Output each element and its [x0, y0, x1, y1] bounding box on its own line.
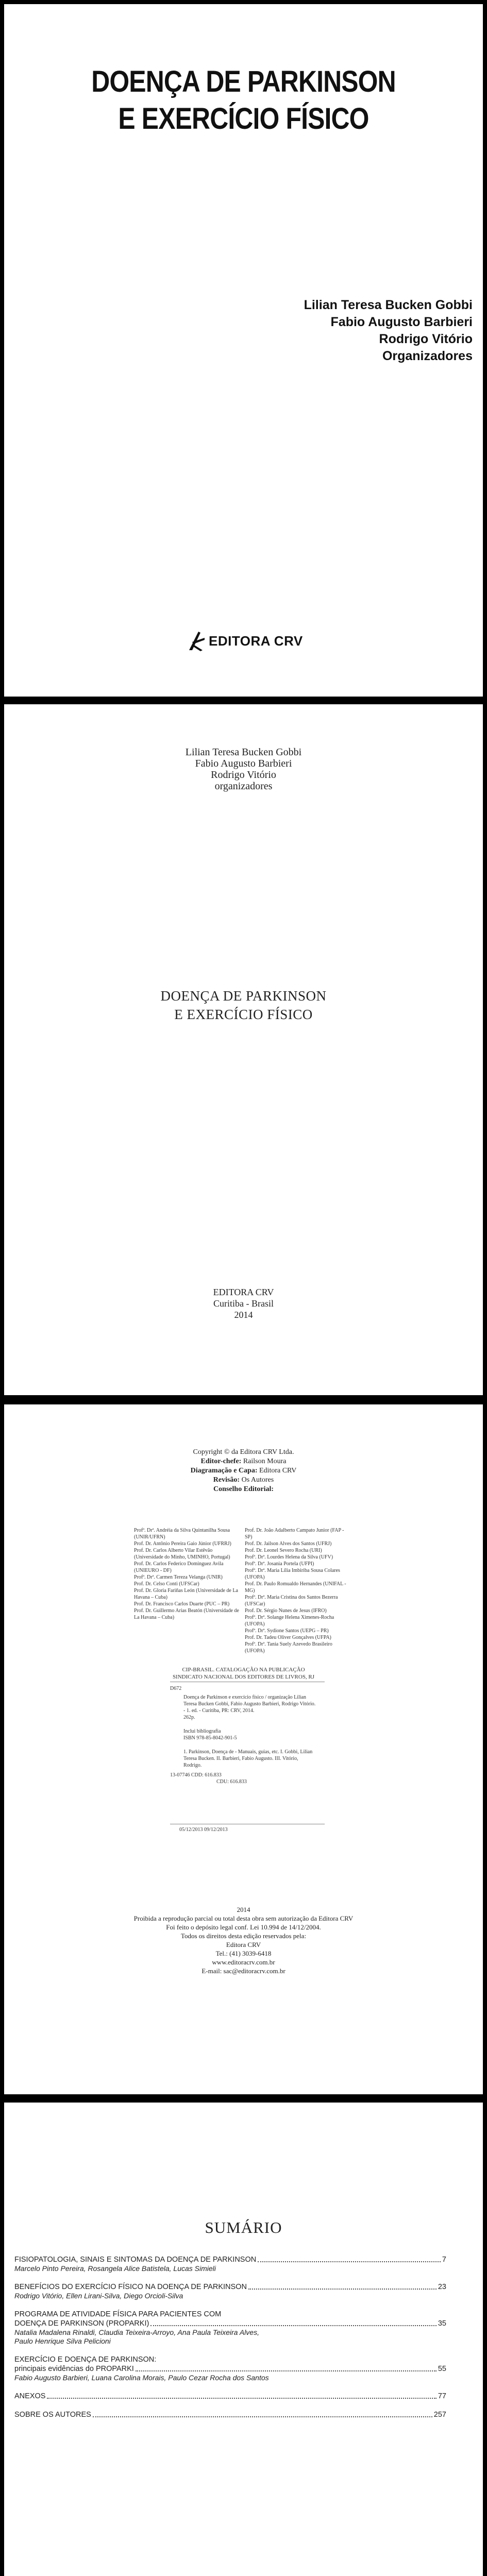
- half-title-imprint: [4, 1286, 483, 1320]
- half-title-author: Fabio Augusto Barbieri: [195, 758, 292, 769]
- notice-line: Todos os direitos desta edição reservados pela:: [180, 1932, 307, 1940]
- council-member: Profª. Drª. Tania Suely Azevedo Brasileiro (UFOPA): [245, 1641, 332, 1654]
- half-title-organizers-label: organizadores: [214, 781, 273, 792]
- council-member: Prof. Dr. Tadeu Oliver Gonçalves (UFPA): [245, 1635, 331, 1640]
- toc-entry-title: PROGRAMA DE ATIVIDADE FÍSICA PARA PACIENTES COM: [14, 2310, 222, 2318]
- toc-entry-authors: Rodrigo Vitório, Ellen Lirani-Silva, Diego Orcioli-Silva: [14, 2292, 183, 2300]
- review-line: [4, 1476, 483, 1485]
- cip-class1: 13-07746 CDD: 616.833: [170, 1772, 222, 1778]
- publisher-logo: [187, 631, 303, 651]
- council-member: Prof. Dr. Francisco Carlos Duarte (PUC – PR): [134, 1601, 230, 1607]
- toc-line: [14, 2392, 446, 2401]
- toc-entry: [14, 2282, 446, 2300]
- council-member: Prof. Dr. Gloria Fariñas León (Universidade de La Havana – Cuba): [134, 1588, 238, 1600]
- cover-title-line1: DOENÇA DE PARKINSON: [91, 65, 396, 98]
- toc-page-number: 7: [442, 2256, 446, 2264]
- contents-page: [4, 2103, 483, 2576]
- cip-class2: CDU: 616.833: [216, 1779, 247, 1785]
- editor-name: Railson Moura: [243, 1458, 287, 1465]
- cip-pages: 262p.: [183, 1715, 195, 1720]
- editor-label: Editor-chefe:: [200, 1458, 242, 1465]
- half-title-page: [4, 704, 483, 1395]
- council-member: Profª. Drª. Josania Portela (UFPI): [245, 1561, 314, 1567]
- council-heading: Conselho Editorial:: [213, 1485, 274, 1493]
- toc-entry: [14, 2392, 446, 2401]
- design-line: [4, 1466, 483, 1476]
- toc-page-number: 35: [438, 2319, 446, 2328]
- council-member: Prof. Dr. João Adalberto Campato Junior (FAP - SP): [245, 1528, 344, 1540]
- council-member: Prof. Dr. Leonel Severo Rocha (URI): [245, 1548, 322, 1553]
- copyright-line: Copyright © da Editora CRV Ltda.: [193, 1448, 294, 1456]
- toc-entry-title: BENEFÍCIOS DO EXERCÍCIO FÍSICO NA DOENÇA DE PARKINSON: [14, 2283, 247, 2291]
- cip-heading-line1: CIP-BRASIL. CATALOGAÇÃO NA PUBLICAÇÃO: [182, 1667, 305, 1673]
- toc-entry-title: SOBRE OS AUTORES: [14, 2411, 91, 2419]
- cover-author: Fabio Augusto Barbieri: [330, 315, 473, 329]
- council-member: Profª. Drª. Lourdes Helena da Silva (UFV): [245, 1554, 333, 1560]
- toc-page-number: 55: [438, 2365, 446, 2373]
- design-name: Editora CRV: [259, 1467, 297, 1475]
- toc-dot-leader: [136, 2370, 436, 2371]
- toc-line: [14, 2364, 446, 2374]
- toc-dot-leader: [248, 2289, 436, 2290]
- publisher-logo-text: EDITORA CRV: [209, 633, 303, 649]
- cip-code: D672: [170, 1686, 182, 1691]
- council-member: Profª. Drª. Andréia da Silva Quintanilha Sousa (UNIR/UFRN): [134, 1528, 230, 1540]
- review-name: Os Autores: [241, 1476, 274, 1484]
- half-title-title-line1: DOENÇA DE PARKINSON: [160, 988, 327, 1004]
- cover-page: [4, 4, 483, 697]
- half-title-author: Lilian Teresa Bucken Gobbi: [185, 747, 302, 758]
- council-member: Profª. Drª. Solange Helena Ximenes-Rocha (UFOPA): [245, 1615, 334, 1627]
- toc-page-number: 257: [433, 2411, 446, 2419]
- toc-entry-title: ANEXOS: [14, 2392, 46, 2400]
- council-member: Prof. Dr. Sérgio Nunes de Jesus (IFRO): [245, 1608, 327, 1614]
- notice-line: Foi feito o depósito legal conf. Lei 10.994 de 14/12/2004.: [166, 1923, 321, 1931]
- crv-logo-icon: [187, 631, 206, 651]
- toc-entry: [14, 2410, 446, 2419]
- contents-list: [14, 2255, 446, 2429]
- cip-description: Doença de Parkinson e exercício físico / organização Lilian Teresa Bucken Gobbi, Fabio Augusto Barbieri, Rodrigo Vitório. - 1. ed. - Curitiba, PR: CRV, 2014.: [183, 1694, 316, 1714]
- cover-author: Lilian Teresa Bucken Gobbi: [304, 298, 473, 312]
- toc-dot-leader: [47, 2398, 436, 2399]
- toc-entry-authors: Fabio Augusto Barbieri, Luana Carolina Morais, Paulo Cezar Rocha dos Santos: [14, 2374, 269, 2382]
- council-member: Prof. Dr. Carlos Federico Dominguez Avila (UNIEURO - DF): [134, 1561, 224, 1573]
- cover-title-line2: E EXERCÍCIO FÍSICO: [118, 102, 369, 135]
- notice-line: Tel.: (41) 3039-6418: [215, 1950, 272, 1957]
- council-right-column: [245, 1527, 356, 1654]
- council-member: Profª. Drª. Sydione Santos (UEPG – PR): [245, 1628, 329, 1634]
- cip-biblio: Inclui bibliografia: [183, 1728, 221, 1734]
- council-member: Prof. Dr. Guillermo Arias Beatón (Universidade de La Havana – Cuba): [134, 1608, 239, 1620]
- half-title-publisher: EDITORA CRV: [213, 1287, 274, 1297]
- toc-entry: [14, 2255, 446, 2273]
- notice-line: www.editoracrv.com.br: [212, 1958, 275, 1966]
- cip-subjects: 1. Parkinson, Doença de - Manuais, guias, etc. I. Gobbi, Lilian Teresa Bucken. II. Barbieri, Fabio Augusto. III. Vitório, Rodrigo.: [183, 1749, 313, 1768]
- half-title-authors: [4, 747, 483, 792]
- half-title-title-line2: E EXERCÍCIO FÍSICO: [174, 1007, 313, 1022]
- toc-dot-leader: [258, 2261, 441, 2262]
- toc-page-number: 77: [438, 2392, 446, 2400]
- toc-page-number: 23: [438, 2283, 446, 2291]
- notice-line: Proibida a reprodução parcial ou total desta obra sem autorização da Editora CRV: [133, 1914, 354, 1922]
- toc-line: [14, 2255, 446, 2264]
- contents-title: SUMÁRIO: [205, 2218, 282, 2236]
- council-member: Prof. Dr. Celso Conti (UFSCar): [134, 1581, 199, 1587]
- toc-entry-authors: Paulo Henrique Silva Pelicioni: [14, 2337, 111, 2345]
- council-left-column: [134, 1527, 245, 1654]
- council-member: Profª. Drª. Carmen Tereza Velanga (UNIR): [134, 1574, 223, 1580]
- cover-authors: [304, 297, 473, 365]
- council-member: Prof. Dr. Jailson Alves dos Santos (UFRJ): [245, 1541, 332, 1547]
- cover-title: [38, 63, 449, 138]
- review-label: Revisão:: [213, 1476, 240, 1484]
- toc-line: [14, 2410, 446, 2419]
- toc-entry-title: principais evidências do PROPARKI: [14, 2365, 134, 2373]
- copyright-year: 2014: [237, 1906, 250, 1913]
- half-title-year: 2014: [234, 1310, 253, 1320]
- copyright-page: [4, 1404, 483, 2094]
- council-member: Profª. Drª. Maria Lília Imbiriba Sousa Colares (UFOPA): [245, 1568, 340, 1580]
- editor-line: [4, 1457, 483, 1466]
- legal-notice: [4, 1905, 483, 1975]
- council-member: Prof. Dr. Carlos Alberto Vilar Estêvão (Universidade do Minho, UMINHO, Portugal): [134, 1548, 230, 1560]
- half-title-city: Curitiba - Brasil: [213, 1298, 274, 1309]
- cip-record: [170, 1694, 317, 1785]
- cover-organizers-label: Organizadores: [382, 349, 473, 363]
- cip-isbn: ISBN 978-85-8042-901-5: [183, 1735, 237, 1741]
- cover-author: Rodrigo Vitório: [379, 332, 473, 346]
- toc-entry-authors: Natalia Madalena Rinaldi, Claudia Teixeira-Arroyo, Ana Paula Teixeira Alves,: [14, 2328, 259, 2336]
- toc-entry-title: EXERCÍCIO E DOENÇA DE PARKINSON:: [14, 2355, 157, 2364]
- toc-line: [14, 2282, 446, 2292]
- half-title-author: Rodrigo Vitório: [211, 769, 276, 781]
- toc-line: [14, 2319, 446, 2328]
- design-label: Diagramação e Capa:: [190, 1467, 258, 1475]
- notice-line: Editora CRV: [226, 1941, 261, 1948]
- toc-entry-authors: Marcelo Pinto Pereira, Rosangela Alice Batistela, Lucas Simieli: [14, 2264, 216, 2273]
- toc-entry-title: DOENÇA DE PARKINSON (PROPARKI): [14, 2319, 149, 2328]
- cip-dates: 05/12/2013 09/12/2013: [179, 1827, 228, 1833]
- council-member: Profª. Drª. Maria Cristina dos Santos Bezerra (UFSCar): [245, 1595, 338, 1607]
- half-title-title: [4, 987, 483, 1024]
- cip-heading: [4, 1666, 483, 1681]
- council-member: Prof. Dr. Antônio Pereira Gaio Júnior (UFRRJ): [134, 1541, 231, 1547]
- council-member: Prof. Dr. Paulo Romualdo Hernandes (UNIFAL - MG): [245, 1581, 346, 1594]
- toc-dot-leader: [93, 2416, 432, 2417]
- cip-heading-line2: SINDICATO NACIONAL DOS EDITORES DE LIVROS, RJ: [172, 1674, 315, 1680]
- editorial-council: [134, 1527, 356, 1654]
- toc-dot-leader: [150, 2325, 436, 2326]
- toc-entry: [14, 2310, 446, 2346]
- toc-entry: [14, 2355, 446, 2382]
- toc-entry-title: FISIOPATOLOGIA, SINAIS E SINTOMAS DA DOENÇA DE PARKINSON: [14, 2256, 257, 2264]
- credits-block: [4, 1448, 483, 1494]
- notice-line: E-mail: sac@editoracrv.com.br: [201, 1967, 286, 1975]
